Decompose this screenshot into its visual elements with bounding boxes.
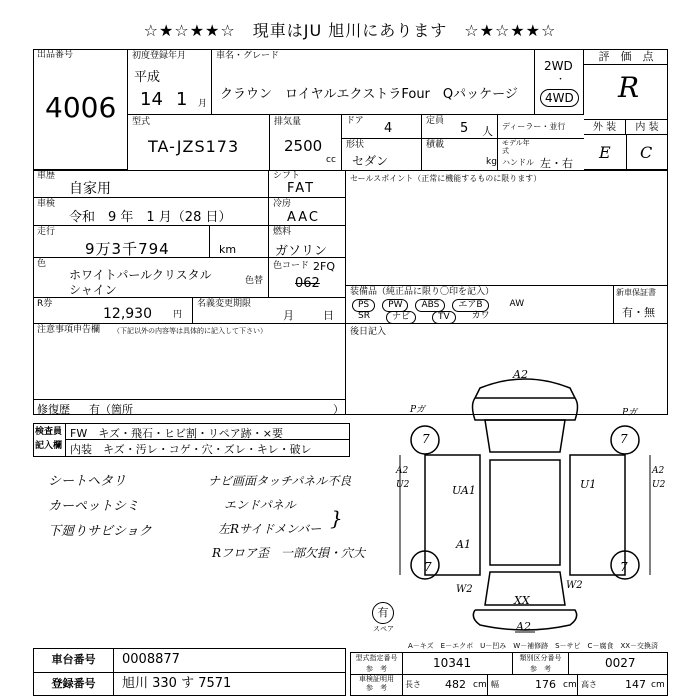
hand-note-5: エンドパネル — [224, 498, 296, 512]
inspector-label-1: 検査員 — [35, 427, 63, 437]
lot-number: 4006 — [45, 91, 117, 124]
dealer-box — [498, 115, 584, 139]
fuel-label: 燃料 — [273, 227, 292, 237]
first-reg-month-unit: 月 — [198, 99, 208, 109]
chassis-label-cell — [34, 649, 114, 673]
doors-label: ドア — [346, 116, 364, 126]
handle-value: 左・右 — [540, 157, 573, 170]
capacity-label: 定員 — [426, 116, 445, 126]
inspector-row1-box — [66, 424, 349, 440]
bottom-left-table — [33, 648, 346, 696]
type-label-cell — [351, 653, 403, 675]
color-change-label: 色替 — [245, 276, 264, 286]
color-value-line1: ホワイトパールクリスタル — [69, 268, 212, 282]
fuel-value: ガソリン — [275, 244, 328, 259]
mark-wheel-rr: 7 — [620, 560, 628, 574]
length-unit: cm — [473, 680, 487, 690]
equipment-box — [346, 286, 614, 324]
equip-tv: TV — [432, 311, 456, 324]
usage-label: 車歴 — [37, 171, 56, 181]
equip-leather: カワ — [471, 311, 490, 321]
equip-abs: ABS — [415, 299, 445, 312]
mileage-unit: km — [219, 243, 237, 256]
color-label: 色 — [37, 259, 47, 269]
inspection-label: 車検 — [37, 199, 56, 209]
fuel-box — [269, 226, 346, 258]
equip-aw: AW — [509, 299, 525, 309]
usage-value: 自家用 — [69, 181, 111, 197]
equip-sr: SR — [358, 311, 370, 321]
warranty-value: 有・無 — [622, 306, 655, 319]
chassis-label: 車台番号 — [51, 653, 96, 666]
rating-divider — [626, 135, 627, 170]
dimensions-row — [403, 675, 667, 695]
rating-ext-value: E — [599, 143, 611, 162]
sales-points-label: セールスポイント（正常に機能するものに限ります） — [350, 174, 542, 183]
reg-label: 登録番号 — [51, 677, 96, 690]
shape-label: 形状 — [346, 140, 365, 150]
reg-value-cell — [114, 673, 345, 695]
inspector-label-box — [34, 424, 66, 456]
first-reg-label: 初度登録年月 — [132, 51, 187, 61]
rating-box — [584, 49, 668, 170]
inspection-box — [33, 198, 269, 226]
rating-label: 評 価 点 — [584, 49, 668, 65]
chassis-value: 0008877 — [122, 652, 180, 667]
hand-note-2: カーペットシミ — [48, 499, 140, 514]
spare-label: スペア — [373, 625, 394, 633]
mark-u2-left: U2 — [396, 480, 410, 490]
reg-value: 旭川 330 す 7571 — [122, 676, 232, 691]
warranty-label: 新車保証書 — [616, 288, 656, 297]
color-code-old: 062 — [295, 276, 320, 291]
drive-2wd: 2WD — [544, 59, 573, 73]
after-box — [346, 324, 668, 354]
shift-box — [269, 170, 346, 198]
cert-label: 車検証明用 — [359, 675, 394, 683]
name-change-label: 名義変更期限 — [197, 299, 252, 309]
model-year-box — [498, 139, 584, 170]
load-unit: kg — [486, 157, 497, 167]
mileage-divider — [209, 226, 210, 258]
color-box — [33, 258, 269, 298]
equipment-label: 装備品（純正品に限り〇印を記入） — [350, 287, 495, 297]
rating-ext-label: 外 装 — [584, 119, 626, 135]
class-label-cell — [513, 653, 569, 675]
shape-value: セダン — [352, 154, 389, 168]
mark-pillar-left: Pガ — [410, 405, 426, 415]
mileage-box — [33, 226, 269, 258]
diagram-legend: A－キズ E－エクボ U－凹み W－補修跡 S－サビ C－腐食 XX－交換済 — [408, 642, 659, 650]
hand-note-3: 下廻りサビショク — [48, 524, 152, 539]
inspector-row1: FW キズ・飛石・ヒビ割・リペア跡・×要 — [70, 427, 283, 440]
name-change-month: 月 — [283, 309, 294, 322]
displacement-box — [270, 115, 342, 170]
mark-u1: U1 — [580, 478, 597, 491]
type-designation-sub: 参 考 — [366, 665, 387, 673]
color-code-label: 色コード — [273, 261, 310, 271]
first-reg-box — [128, 49, 212, 115]
capacity-value: 5 — [460, 121, 469, 136]
ac-box — [269, 198, 346, 226]
width-label: 幅 — [491, 680, 499, 689]
color-code-box — [269, 258, 346, 298]
height-label: 高さ — [581, 680, 597, 689]
lot-label: 出品番号 — [37, 50, 74, 60]
first-reg-year: 14 — [140, 89, 163, 110]
car-name-label: 車名・グレード — [216, 51, 280, 61]
shape-box — [342, 139, 422, 170]
class-value: 0027 — [605, 656, 636, 670]
sales-points-box — [346, 170, 668, 286]
rating-value: R — [618, 71, 640, 104]
name-change-day: 日 — [323, 309, 334, 322]
load-box — [422, 139, 498, 170]
model-box — [128, 115, 270, 170]
length-label: 長さ — [405, 680, 421, 689]
inspector-box — [33, 423, 350, 457]
header-banner: ☆★☆★★☆ 現車はJU 旭川にあります ☆★☆★★☆ — [143, 21, 557, 40]
rating-int-value: C — [640, 143, 653, 162]
displacement-label: 排気量 — [274, 117, 302, 127]
class-value-cell — [569, 653, 667, 675]
first-reg-era: 平成 — [134, 70, 161, 85]
mark-a2-bottom: A2 — [516, 620, 531, 633]
inspector-label-2: 記入欄 — [35, 441, 63, 451]
mileage-value: 9万3千794 — [85, 240, 170, 258]
ac-value: AAC — [287, 210, 320, 225]
inspection-value: 令和 9 年 1 月（28 日） — [69, 210, 232, 225]
first-reg-month: 1 — [176, 89, 188, 110]
equip-ps: PS — [352, 299, 375, 312]
notes-hint: （下記以外の内容等は具体的に記入して下さい） — [113, 327, 267, 335]
mark-wheel-fl: 7 — [422, 432, 430, 446]
repair-box — [33, 400, 346, 415]
recycle-unit: 円 — [173, 310, 183, 320]
equip-navi: ナビ — [386, 311, 416, 324]
type-value-cell — [403, 653, 513, 675]
load-label: 積載 — [426, 140, 445, 150]
drive-box — [534, 49, 584, 115]
mark-wheel-rl: 7 — [424, 560, 432, 574]
equip-airbag: エアB — [452, 299, 488, 312]
hand-note-6: 左Rサイドメンバー — [218, 522, 322, 536]
mark-a2-left: A2 — [396, 466, 409, 476]
cert-sub: 参 考 — [366, 684, 387, 692]
repair-label: 修復歴 — [37, 403, 70, 416]
model-label: 型式 — [132, 117, 151, 127]
bottom-right-table — [350, 652, 668, 696]
doors-box — [342, 115, 422, 139]
shift-value: FAT — [287, 181, 316, 196]
recycle-box — [33, 298, 193, 324]
model-value: TA-JZS173 — [148, 137, 240, 156]
mark-a2-top: A2 — [513, 368, 528, 381]
warranty-box — [614, 286, 668, 324]
repair-close: ） — [333, 403, 344, 416]
mark-w2-left: W2 — [456, 584, 473, 595]
width-value: 176 — [535, 678, 556, 691]
inspector-row2: 内装 キズ・汚レ・コゲ・穴・ズレ・キレ・破レ — [70, 443, 312, 456]
rating-int-label: 内 装 — [626, 119, 668, 135]
reg-label-cell — [34, 673, 114, 695]
drive-dot: ・ — [556, 75, 566, 85]
notes-box — [33, 324, 346, 400]
hand-note-brace: } — [330, 506, 343, 530]
hand-note-4: ナビ画面タッチパネル不良 — [208, 474, 352, 488]
name-change-box — [193, 298, 346, 324]
type-designation-value: 10341 — [433, 656, 472, 670]
model-year-label: モデル年式 — [502, 139, 530, 155]
doors-value: 4 — [384, 121, 393, 136]
class-sub: 参 考 — [530, 665, 551, 673]
mark-wheel-fr: 7 — [620, 432, 628, 446]
cert-label-cell — [351, 675, 403, 695]
dim-divider-1 — [487, 675, 488, 695]
repair-value: 有（箇所 — [89, 403, 133, 416]
shift-label: シフト — [273, 171, 301, 181]
equip-pw: PW — [382, 299, 408, 312]
equipment-row2 — [358, 311, 618, 324]
capacity-unit: 人 — [482, 125, 493, 138]
mark-w2-right: W2 — [566, 580, 583, 591]
mileage-label: 走行 — [37, 227, 56, 237]
color-code-value: 2FQ — [313, 260, 335, 273]
hand-note-1: シートヘタリ — [48, 474, 127, 489]
displacement-value: 2500 — [284, 137, 323, 155]
notes-label: 注意事項申告欄 — [37, 325, 101, 335]
mark-a1: A1 — [456, 538, 471, 551]
ac-label: 冷房 — [273, 199, 292, 209]
height-unit: cm — [651, 680, 665, 690]
height-value: 147 — [625, 678, 646, 691]
after-label: 後日記入 — [350, 327, 387, 337]
mark-ua1: UA1 — [452, 484, 476, 497]
recycle-value: 12,930 — [103, 306, 152, 322]
type-designation-label: 型式指定番号 — [355, 654, 398, 662]
dealer-label: ディーラー・並行 — [502, 122, 566, 131]
lot-box — [33, 49, 128, 170]
mark-u2-right: U2 — [652, 480, 666, 490]
width-unit: cm — [563, 680, 577, 690]
dim-divider-2 — [577, 675, 578, 695]
recycle-label: R券 — [37, 299, 53, 309]
hand-note-7: Rフロア歪 一部欠損・穴大 — [212, 546, 366, 560]
car-name-value: クラウン ロイヤルエクストラFour Qパッケージ — [220, 87, 518, 102]
car-name-box — [212, 49, 534, 115]
class-label: 類別区分番号 — [519, 654, 562, 662]
chassis-value-cell — [114, 649, 345, 673]
mark-pillar-right: Pガ — [622, 408, 638, 418]
spare-mark: 有 — [372, 602, 394, 624]
mark-a2-right: A2 — [652, 466, 665, 476]
handle-label: ハンドル — [502, 158, 534, 167]
usage-box — [33, 170, 269, 198]
length-value: 482 — [445, 678, 466, 691]
capacity-box — [422, 115, 498, 139]
drive-4wd: 4WD — [540, 89, 579, 107]
color-value-line2: シャイン — [69, 283, 117, 297]
displacement-unit: cc — [326, 155, 336, 165]
mark-xx: XX — [514, 594, 530, 607]
